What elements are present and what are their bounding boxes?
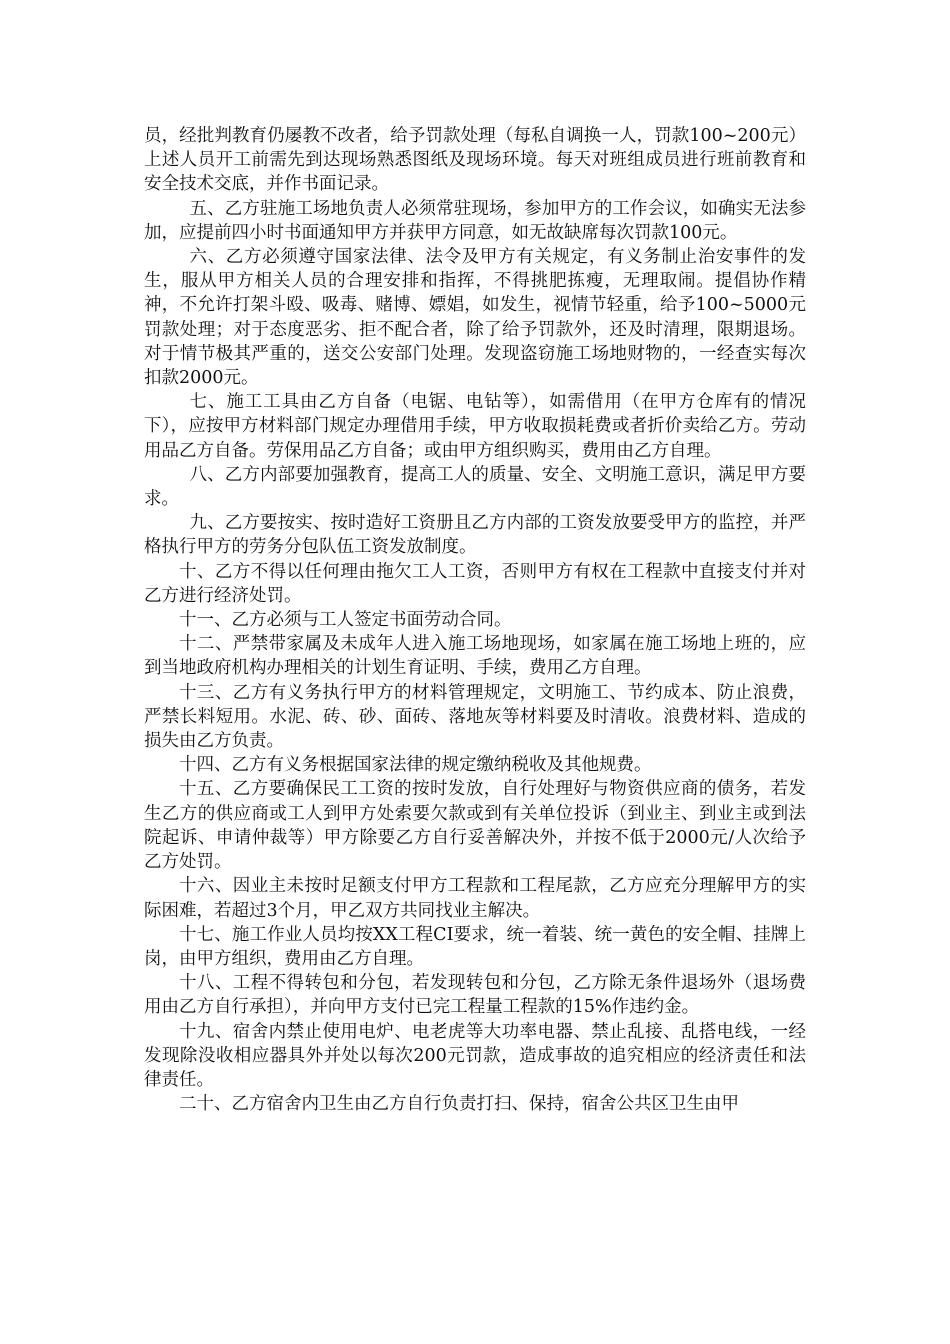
document-page: [144, 124, 806, 1116]
paragraph-clause-16: 十六、因业主未按时足额支付甲方工程款和工程尾款，乙方应充分理解甲方的实际困难，若超过3个月，甲乙双方共同找业主解决。: [144, 876, 806, 921]
paragraph-clause-20: 二十、乙方宿舍内卫生由乙方自行负责打扫、保持，宿舍公共区卫生由甲: [179, 1094, 739, 1115]
paragraph-clause-19: 十九、宿舍内禁止使用电炉、电老虎等大功率电器、禁止乱接、乱搭电线，一经发现除没收相应器具外并处以每次200元罚款，造成事故的追究相应的经济责任和法律责任。: [144, 1021, 806, 1090]
paragraph-clause-8: 八、乙方内部要加强教育，提高工人的质量、安全、文明施工意识，满足甲方要求。: [144, 464, 806, 510]
paragraph-clause-14: 十四、乙方有义务根据国家法律的规定缴纳税收及其他规费。: [179, 755, 652, 776]
paragraph-clause-11: 十一、乙方必须与工人签定书面劳动合同。: [179, 610, 512, 631]
paragraph-clause-7: 七、施工工具由乙方自备（电锯、电钻等），如需借用（在甲方仓库有的情况下），应按甲方材料部门规定办理借用手续，甲方收取损耗费或者折价卖给乙方。劳动用品乙方自备。劳保用品乙方自备；或由甲方组织购买，费用由乙方自理。: [144, 392, 806, 461]
paragraph-clause-9: 九、乙方要按实、按时造好工资册且乙方内部的工资发放要受甲方的监控，并严格执行甲方的劳务分包队伍工资发放制度。: [144, 513, 806, 558]
paragraph-clause-10: 十、乙方不得以任何理由拖欠工人工资，否则甲方有权在工程款中直接支付并对乙方进行经济处罚。: [144, 561, 806, 606]
paragraph-clause-6: 六、乙方必须遵守国家法律、法令及甲方有关规定，有义务制止治安事件的发生，服从甲方相关人员的合理安排和指挥，不得挑肥拣瘦，无理取闹。提倡协作精神，不允许打架斗殴、吸毒、赌博、嫖娼，如发生，视情节轻重，给予100~5000元罚款处理；对于态度恶劣、拒不配合者，除了给予罚款外，还及时清理，限期退场。对于情节极其严重的，送交公安部门处理。发现盗窃施工场地财物的，一经查实每次扣款2000元。: [144, 247, 806, 389]
paragraph-clause-12: 十二、严禁带家属及未成年人进入施工场地现场，如家属在施工场地上班的，应到当地政府机构办理相关的计划生育证明、手续，费用乙方自理。: [144, 634, 806, 679]
paragraph-clause-17: 十七、施工作业人员均按XX工程CI要求，统一着装、统一黄色的安全帽、挂牌上岗，由甲方组织，费用由乙方自理。: [144, 924, 806, 969]
paragraph-clause-18: 十八、工程不得转包和分包，若发现转包和分包，乙方除无条件退场外（退场费用由乙方自行承担），并向甲方支付已完工程量工程款的15%作违约金。: [144, 973, 806, 1018]
paragraph-continuation: 员，经批判教育仍屡教不改者，给予罚款处理（每私自调换一人，罚款100~200元）上述人员开工前需先到达现场熟悉图纸及现场环境。每天对班组成员进行班前教育和安全技术交底，并作书面记录。: [144, 126, 806, 195]
paragraph-clause-13: 十三、乙方有义务执行甲方的材料管理规定，文明施工、节约成本、防止浪费，严禁长料短用。水泥、砖、砂、面砖、落地灰等材料要及时清收。浪费材料、造成的损失由乙方负责。: [144, 682, 806, 752]
paragraph-clause-15: 十五、乙方要确保民工工资的按时发放，自行处理好与物资供应商的债务，若发生乙方的供应商或工人到甲方处索要欠款或到有关单位投诉（到业主、到业主或到法院起诉、申请仲裁等）甲方除要乙方自行妥善解决外，并按不低于2000元/人次给予乙方处罚。: [144, 779, 806, 873]
paragraph-clause-5: 五、乙方驻施工场地负责人必须常驻现场，参加甲方的工作会议，如确实无法参加，应提前四小时书面通知甲方并获甲方同意，如无故缺席每次罚款100元。: [144, 198, 806, 243]
